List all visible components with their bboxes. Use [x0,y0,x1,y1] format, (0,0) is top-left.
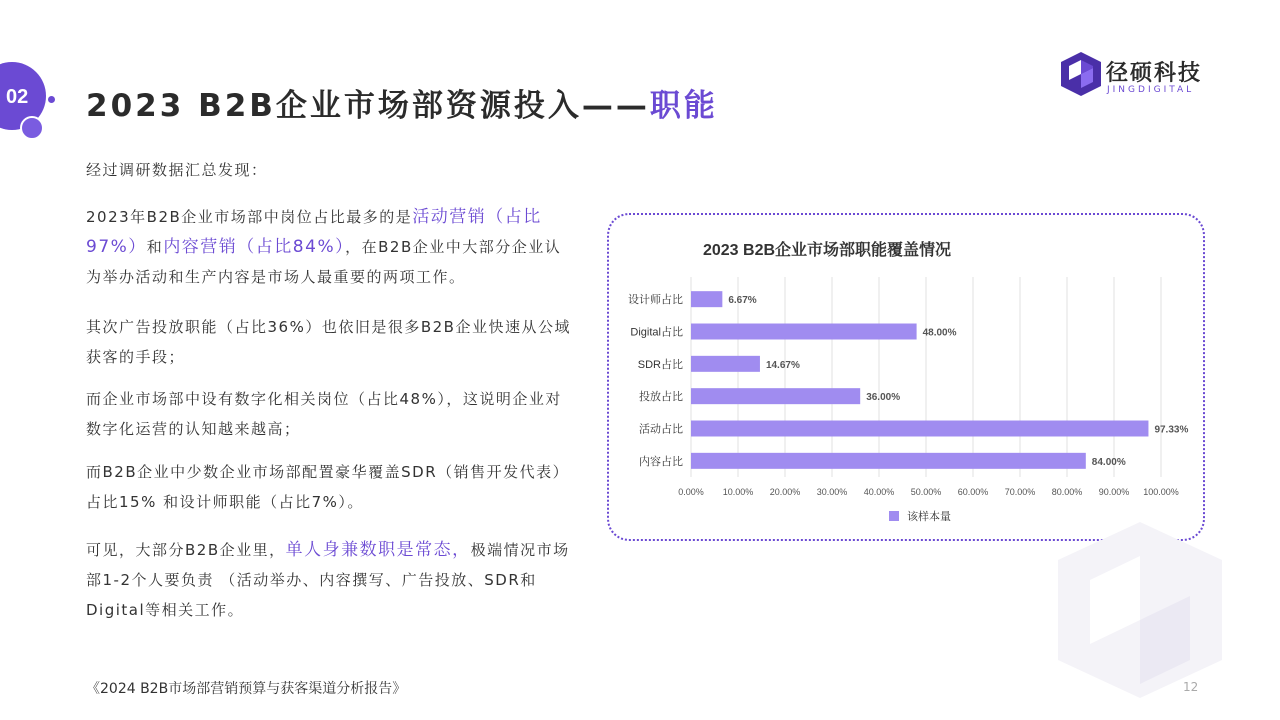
report-source: 《2024 B2B市场部营销预算与获客渠道分析报告》 [86,681,407,697]
decorative-logo-shape [1050,520,1230,700]
x-tick-label: 90.00% [1098,487,1130,497]
badge-small-dot [48,96,55,103]
logo-name-cn: 径硕科技 [1106,61,1203,86]
paragraph-activity-content [86,202,576,292]
logo-name-en: JINGDIGITAL [1107,85,1195,95]
bar [691,421,1148,437]
x-tick-label: 40.00% [863,487,895,497]
bar [691,356,760,372]
intro-text: 经过调研数据汇总发现： [86,161,268,179]
legend-label: 该样本量 [907,511,951,523]
data-label: 14.67% [765,359,800,371]
x-tick-label: 100.00% [1143,487,1179,497]
category-label: 内容占比 [639,455,683,468]
bar-chart [609,215,1205,541]
jingdigital-logo-icon [1057,50,1105,98]
x-tick-label: 60.00% [957,487,989,497]
paragraph-conclusion [86,535,576,625]
data-label: 48.00% [922,327,957,339]
x-tick-label: 20.00% [769,487,801,497]
x-tick-label: 30.00% [816,487,848,497]
legend-swatch [889,511,899,521]
p5-highlight: 单人身兼数职是常态， [285,540,471,560]
paragraph-sdr-designer: 而B2B企业中少数企业市场部配置豪华覆盖SDR（销售开发代表）占比15% 和设计师职能（占比7%）。 [86,463,570,511]
x-tick-label: 70.00% [1004,487,1036,497]
category-label: 投放占比 [639,391,683,404]
bar [691,291,722,307]
chart-title: 2023 B2B企业市场部职能覆盖情况 [702,242,952,259]
chart-card [607,213,1205,541]
category-label: 设计师占比 [628,294,683,307]
page-number: 12 [1183,680,1199,694]
p1-text-b: 和 [146,238,164,256]
category-label: SDR占比 [637,358,683,371]
bar [691,388,860,404]
paragraph-ads: 其次广告投放职能（占比36%）也依旧是很多B2B企业快速从公域获客的手段； [86,318,571,366]
p5-text-a: 可见，大部分B2B企业里， [86,541,286,559]
data-label: 6.67% [728,295,757,307]
data-label: 36.00% [866,392,901,404]
p1-text-a: 2023年B2B企业市场部中岗位占比最多的是 [86,208,413,226]
p5-text-b: 极端情况市场部1-2个人要负责 （活动举办、内容撰写、广告投放、SDR和Digital等相关工作。 [86,541,570,619]
page-title [86,80,718,125]
p1-text-c: ，在B2B企业中大部分企业认为举办活动和生产内容是市场人最重要的两项工作。 [86,238,562,286]
x-tick-label: 10.00% [722,487,754,497]
x-tick-label: 80.00% [1051,487,1083,497]
x-tick-label: 0.00% [678,487,704,497]
bar [691,453,1086,469]
section-number: 02 [6,86,29,108]
paragraph-digital: 而企业市场部中设有数字化相关岗位（占比48%），这说明企业对数字化运营的认知越来越高； [86,390,562,438]
data-label: 97.33% [1154,424,1189,436]
category-label: 活动占比 [639,423,683,436]
badge-dot [20,116,44,140]
page-title-accent: 职能 [649,88,718,124]
p1-highlight-activity: 活动营销（占比97%） [86,207,542,257]
category-label: Digital占比 [630,326,683,339]
bar [691,324,917,340]
x-tick-label: 50.00% [910,487,942,497]
p1-highlight-content: 内容营销（占比84%） [163,237,346,257]
page-title-main: 2023 B2B企业市场部资源投入—— [86,88,650,124]
data-label: 84.00% [1091,456,1126,468]
